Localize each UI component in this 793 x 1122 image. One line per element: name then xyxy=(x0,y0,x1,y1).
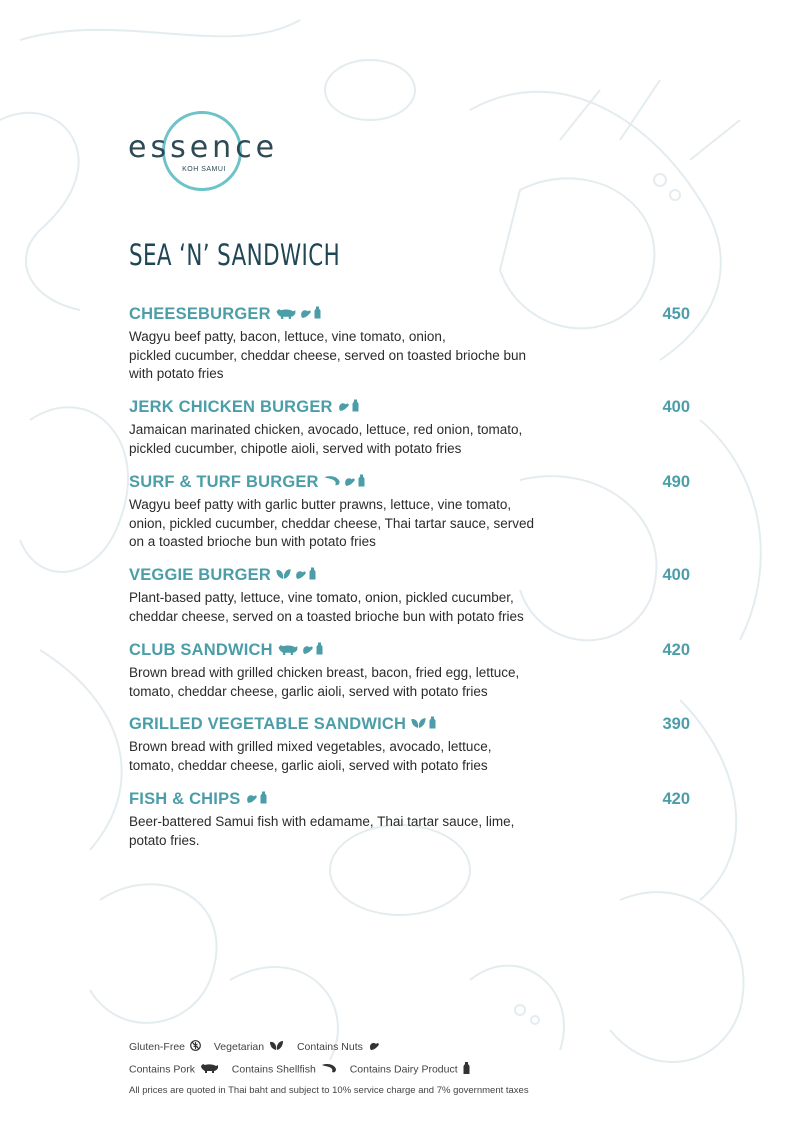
menu-item-price: 400 xyxy=(662,566,690,584)
dairy-icon xyxy=(463,1062,470,1077)
brand-logo xyxy=(128,108,283,194)
pork-icon xyxy=(200,1063,219,1076)
vegetarian-icon xyxy=(410,716,427,734)
legend-vegetarian: Vegetarian xyxy=(213,1041,265,1053)
menu-item-name: SURF & TURF BURGER xyxy=(129,473,319,491)
shellfish-icon xyxy=(323,474,341,492)
allergen-icons xyxy=(275,306,321,324)
logo-location: KOH SAMUI xyxy=(182,166,226,173)
logo-wordmark: essence xyxy=(128,130,279,165)
vegetarian-icon xyxy=(275,567,292,585)
description-line: Wagyu beef patty with garlic butter prawns, lettuce, vine tomato, xyxy=(129,497,512,512)
description-line: Brown bread with grilled mixed vegetables, avocado, lettuce, xyxy=(129,739,492,754)
shellfish-icon xyxy=(321,1063,337,1077)
section-title: SEA ‘N’ SANDWICH xyxy=(129,238,341,272)
menu-item xyxy=(129,790,690,850)
dairy-icon xyxy=(358,474,365,492)
gluten-free-icon xyxy=(190,1040,201,1054)
description-line: on a toasted brioche bun with potato fries xyxy=(129,534,376,549)
menu-item-name: CHEESEBURGER xyxy=(129,305,271,323)
menu-item xyxy=(129,715,690,775)
menu-item-price: 390 xyxy=(662,715,690,733)
menu-item-name: FISH & CHIPS xyxy=(129,790,241,808)
allergen-icons xyxy=(410,716,436,734)
menu-item-price: 490 xyxy=(662,473,690,491)
menu-item-header xyxy=(129,790,690,812)
legend-gluten-free: Gluten-Free xyxy=(129,1041,186,1053)
description-line: Brown bread with grilled chicken breast, bacon, fried egg, lettuce, xyxy=(129,665,520,680)
menu-item-description xyxy=(129,421,599,458)
menu-item-header xyxy=(129,473,690,495)
description-line: cheddar cheese, served on a toasted brioche bun with potato fries xyxy=(129,608,524,624)
dairy-icon xyxy=(260,791,267,809)
dairy-icon xyxy=(429,716,436,734)
description-line: pickled cucumber, cheddar cheese, served on toasted brioche bun xyxy=(129,347,526,363)
menu-item xyxy=(129,641,690,701)
menu-item-name: CLUB SANDWICH xyxy=(129,641,273,659)
allergen-icons xyxy=(275,567,316,585)
description-line: Wagyu beef patty, bacon, lettuce, vine tomato, onion, xyxy=(129,329,446,344)
legend-pork: Contains Pork xyxy=(129,1063,195,1076)
menu-item-name: VEGGIE BURGER xyxy=(129,566,271,584)
menu-item-price: 420 xyxy=(662,790,690,808)
menu-item-header xyxy=(129,305,690,327)
description-line: potato fries. xyxy=(129,832,200,848)
pork-icon xyxy=(277,642,299,660)
allergen-icons xyxy=(245,791,267,809)
allergen-icons xyxy=(337,399,359,417)
description-line: with potato fries xyxy=(129,366,224,381)
menu-item-description xyxy=(129,589,599,626)
menu-item-header xyxy=(129,715,690,737)
nuts-icon xyxy=(337,399,350,417)
legend-row-1 xyxy=(129,1040,390,1054)
menu-item xyxy=(129,473,690,552)
nuts-icon xyxy=(301,642,314,660)
description-line: Plant-based patty, lettuce, vine tomato, onion, pickled cucumber, xyxy=(129,590,514,605)
pork-icon xyxy=(275,306,297,324)
description-line: Jamaican marinated chicken, avocado, lettuce, red onion, tomato, xyxy=(129,422,523,437)
menu-item-description xyxy=(129,813,599,850)
legend-dairy: Contains Dairy Product xyxy=(349,1063,458,1076)
menu-item xyxy=(129,566,690,626)
description-line: tomato, cheddar cheese, garlic aioli, served with potato fries xyxy=(129,683,488,699)
legend-nuts: Contains Nuts xyxy=(296,1041,363,1053)
nuts-icon xyxy=(299,306,312,324)
dairy-icon xyxy=(352,399,359,417)
menu-item-description xyxy=(129,738,599,775)
nuts-icon xyxy=(245,791,258,809)
menu-item xyxy=(129,398,690,458)
menu-item-description xyxy=(129,664,599,701)
menu-item-price: 450 xyxy=(662,305,690,323)
description-line: pickled cucumber, chipotle aioli, served with potato fries xyxy=(129,440,462,456)
price-note: All prices are quoted in Thai baht and subject to 10% service charge and 7% government taxes xyxy=(129,1085,529,1096)
description-line: onion, pickled cucumber, cheddar cheese, Thai tartar sauce, served xyxy=(129,515,534,531)
menu-item xyxy=(129,305,690,384)
legend-row-2 xyxy=(129,1062,480,1077)
allergen-icons xyxy=(277,642,323,660)
vegetarian-icon xyxy=(269,1040,284,1054)
menu-item-header xyxy=(129,398,690,420)
menu-item-description xyxy=(129,328,599,384)
description-line: Beer-battered Samui fish with edamame, Thai tartar sauce, lime, xyxy=(129,814,515,829)
menu-item-price: 400 xyxy=(662,398,690,416)
menu-item-name: JERK CHICKEN BURGER xyxy=(129,398,333,416)
description-line: tomato, cheddar cheese, garlic aioli, served with potato fries xyxy=(129,757,488,773)
dairy-icon xyxy=(314,306,321,324)
menu-item-price: 420 xyxy=(662,641,690,659)
nuts-icon xyxy=(343,474,356,492)
nuts-icon xyxy=(368,1040,380,1054)
dairy-icon xyxy=(309,567,316,585)
menu-item-header xyxy=(129,566,690,588)
allergen-icons xyxy=(323,474,365,492)
menu-item-name: GRILLED VEGETABLE SANDWICH xyxy=(129,715,407,733)
nuts-icon xyxy=(294,567,307,585)
legend-shellfish: Contains Shellfish xyxy=(231,1063,316,1076)
dairy-icon xyxy=(316,642,323,660)
menu-item-header xyxy=(129,641,690,663)
menu-item-description xyxy=(129,496,599,552)
